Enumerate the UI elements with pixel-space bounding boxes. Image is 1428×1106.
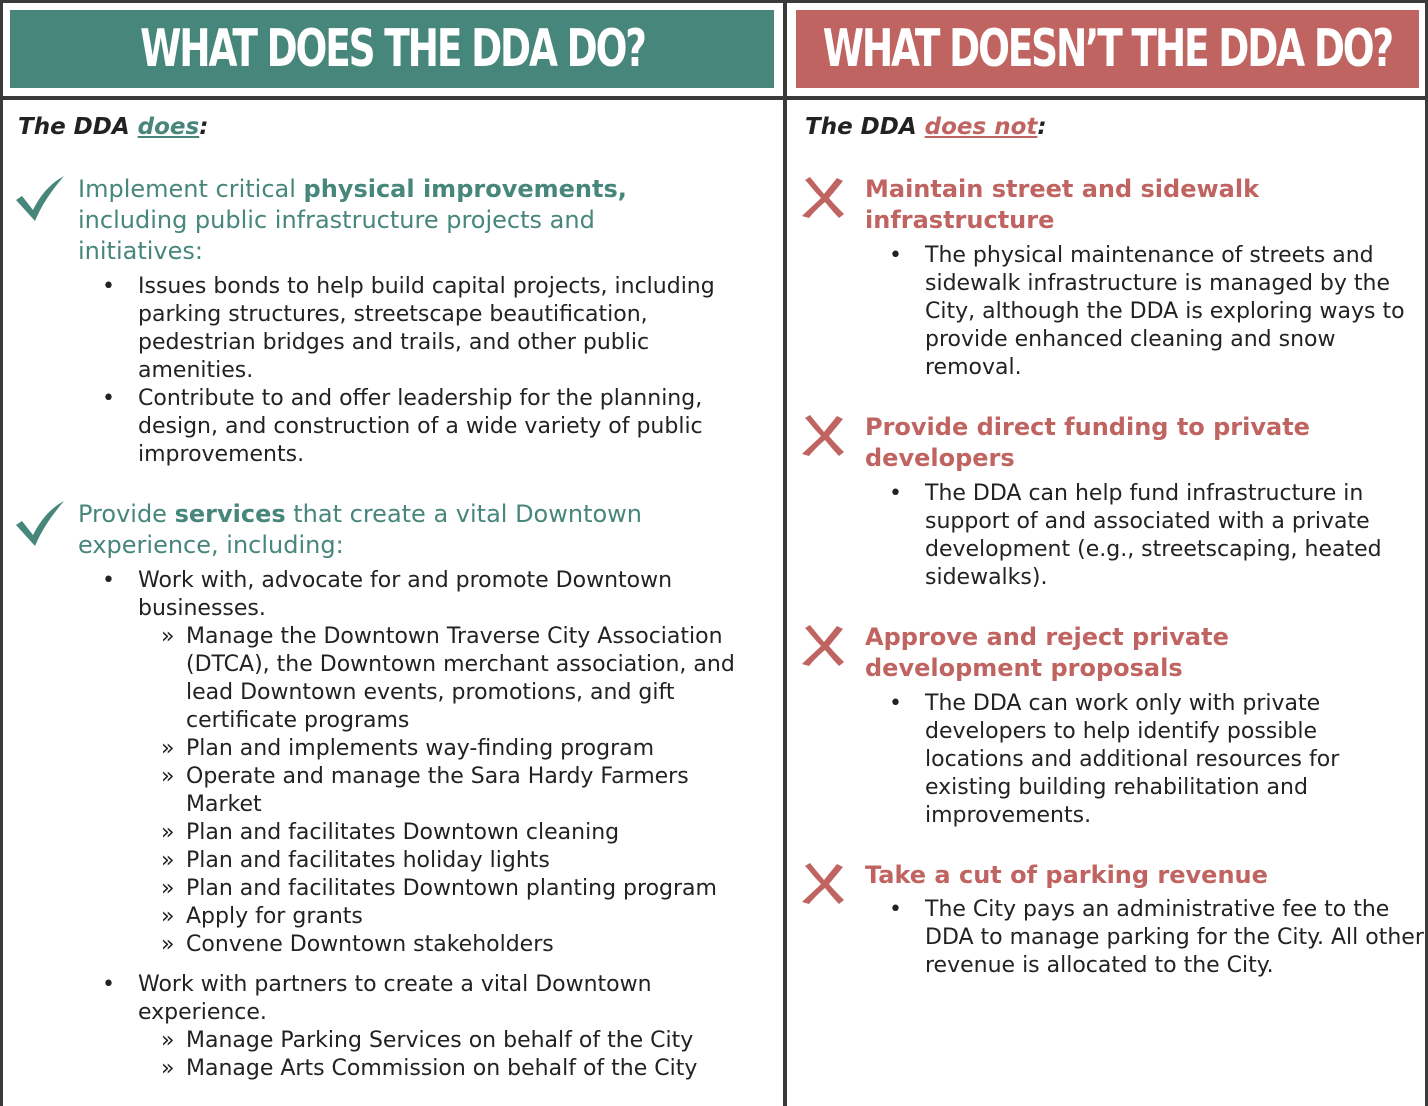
list-item-text: Contribute to and offer leadership for the planning, design, and construction of a wide variety of public improvements.: [138, 386, 703, 467]
bullet-list: [102, 273, 768, 469]
bullet-glyph: •: [102, 568, 115, 593]
does-not-banner: [796, 10, 1419, 88]
x-icon: [799, 414, 845, 458]
x-icon: [799, 624, 845, 668]
heading-text: including public infrastructure projects and: [78, 206, 595, 234]
section-heading: [865, 622, 1425, 684]
intro-prefix: The DDA: [805, 114, 925, 140]
list-item: [102, 385, 768, 469]
chevron-glyph: »: [161, 820, 175, 845]
heading-text: initiatives:: [78, 237, 203, 265]
bullet-glyph: •: [102, 386, 115, 411]
list-item-text: The physical maintenance of streets and sidewalk infrastructure is managed by the City, although the DDA is exploring ways to provide enhanced cleaning and snow removal.: [925, 243, 1405, 380]
sub-item: [138, 903, 778, 931]
bullet-glyph: •: [102, 972, 115, 997]
sub-item-text: Plan and facilitates Downtown cleaning: [186, 820, 620, 845]
sub-item: [138, 735, 778, 763]
list-item-text: The DDA can help fund infrastructure in support of and associated with a private development (e.g., streetscaping, heated sidewalks).: [925, 481, 1382, 590]
section-heading: [865, 174, 1425, 236]
check-icon: [14, 174, 66, 224]
sub-item: [138, 847, 778, 875]
header-rule: [0, 96, 1428, 100]
sub-item: [138, 1055, 778, 1083]
section-heading: [78, 174, 718, 267]
heading-bold: physical improvements,: [303, 175, 627, 203]
sub-item: [138, 1027, 778, 1055]
does-intro: [18, 114, 208, 140]
list-item: [889, 690, 1395, 830]
sub-item: [138, 875, 778, 903]
chevron-glyph: »: [161, 904, 175, 929]
x-icon: [799, 862, 845, 906]
intro-emphasis: does not: [924, 114, 1038, 140]
check-icon: [14, 499, 66, 549]
chevron-glyph: »: [161, 932, 175, 957]
intro-suffix: :: [199, 114, 209, 140]
bullet-list: [889, 242, 1415, 382]
bullet-glyph: •: [889, 243, 902, 268]
heading-text: experience, including:: [78, 531, 344, 559]
list-item-text: Work with partners to create a vital Downtown experience.: [138, 972, 652, 1025]
bullet-list: [889, 480, 1425, 592]
sub-item: [138, 819, 778, 847]
chevron-glyph: »: [161, 1056, 175, 1081]
heading-text: Take a cut of parking revenue: [865, 861, 1268, 889]
heading-text: developers: [865, 444, 1015, 472]
chevron-glyph: »: [161, 876, 175, 901]
intro-prefix: The DDA: [18, 114, 138, 140]
sub-item-text: Convene Downtown stakeholders: [186, 932, 554, 957]
list-item-text: The DDA can work only with private developers to help identify possible locations and additional resources for existing building rehabilitation and improvements.: [925, 691, 1340, 828]
bullet-glyph: •: [102, 274, 115, 299]
sub-item: [138, 763, 746, 819]
list-item: [889, 242, 1415, 382]
chevron-glyph: »: [161, 764, 175, 789]
heading-text: development proposals: [865, 654, 1183, 682]
heading-bold: services: [174, 500, 286, 528]
x-icon: [799, 176, 845, 220]
list-item: [102, 273, 768, 385]
list-item: [102, 567, 738, 623]
bullet-glyph: •: [889, 691, 902, 716]
list-item-text: Work with, advocate for and promote Downtown businesses.: [138, 568, 673, 621]
sub-item-text: Operate and manage the Sara Hardy Farmers Market: [186, 764, 689, 817]
sub-item: [138, 623, 778, 735]
bullet-list: [102, 567, 778, 1083]
chevron-glyph: »: [161, 624, 175, 649]
sub-item-text: Plan and facilitates holiday lights: [186, 848, 550, 873]
list-item-text: Issues bonds to help build capital projects, including parking structures, streetscape beautification, pedestrian bridges and trails, and other public amenities.: [138, 274, 715, 383]
sub-item-text: Plan and implements way-finding program: [186, 736, 655, 761]
sub-item-text: Apply for grants: [186, 904, 363, 929]
column-divider: [783, 0, 787, 1106]
sub-item-text: Manage Parking Services on behalf of the City: [186, 1028, 694, 1053]
heading-text: that create a vital Downtown: [285, 500, 643, 528]
does-not-intro: [805, 114, 1047, 140]
list-item: [889, 896, 1425, 980]
heading-text: Maintain street and sidewalk: [865, 175, 1260, 203]
does-banner: [10, 10, 774, 88]
intro-suffix: :: [1037, 114, 1047, 140]
heading-text: infrastructure: [865, 206, 1055, 234]
does-not-title: WHAT DOESN’T THE DDA DO?: [822, 19, 1393, 79]
list-item: [889, 480, 1425, 592]
bullet-glyph: •: [889, 481, 902, 506]
heading-text: Provide direct funding to private: [865, 413, 1310, 441]
heading-text: Approve and reject private: [865, 623, 1229, 651]
sub-item-text: Plan and facilitates Downtown planting program: [186, 876, 717, 901]
intro-emphasis: does: [137, 114, 200, 140]
chevron-glyph: »: [161, 848, 175, 873]
list-item-text: The City pays an administrative fee to the DDA to manage parking for the City. All other revenue is allocated to the City.: [925, 897, 1424, 978]
sub-item: [138, 931, 778, 959]
heading-text: Provide: [78, 500, 175, 528]
bullet-list: [889, 896, 1425, 980]
chevron-glyph: »: [161, 1028, 175, 1053]
bullet-glyph: •: [889, 897, 902, 922]
section-heading: [865, 860, 1425, 891]
does-title: WHAT DOES THE DDA DO?: [139, 19, 645, 79]
list-item: [102, 971, 738, 1027]
sub-item-text: Manage the Downtown Traverse City Association (DTCA), the Downtown merchant association, and lead Downtown events, promotions, and gift certificate programs: [186, 624, 735, 733]
section-heading: [78, 499, 738, 561]
section-heading: [865, 412, 1425, 474]
bullet-list: [889, 690, 1395, 830]
sub-item-text: Manage Arts Commission on behalf of the City: [186, 1056, 698, 1081]
heading-text: Implement critical: [78, 175, 304, 203]
chevron-glyph: »: [161, 736, 175, 761]
